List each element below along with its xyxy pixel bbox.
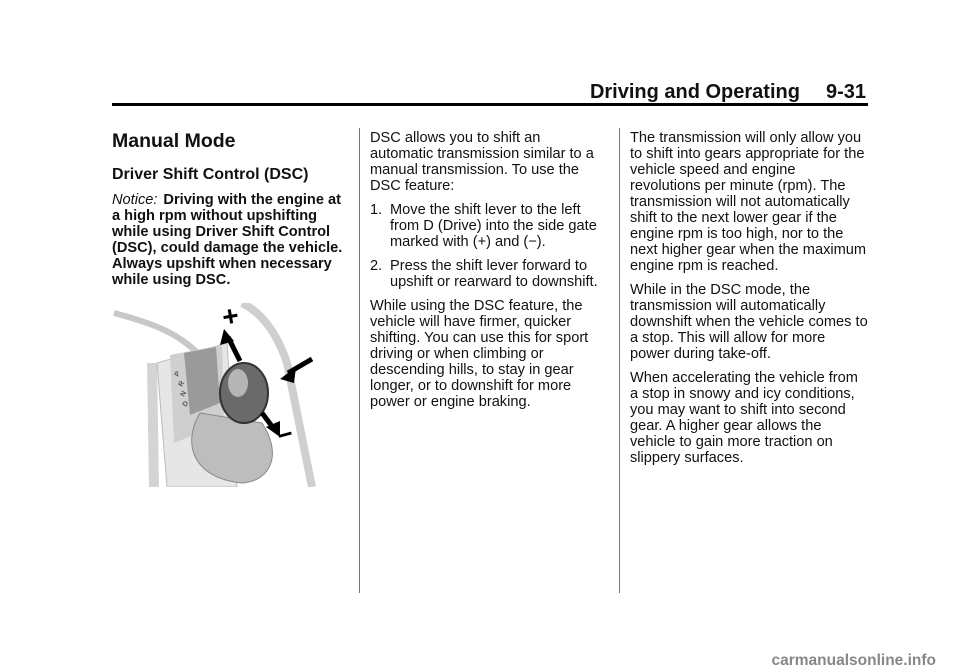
minus-label: − <box>273 417 297 451</box>
shift-lever-drawing <box>112 303 338 487</box>
plus-label: + <box>219 303 242 333</box>
dsc-intro: DSC allows you to shift an automatic transmission similar to a manual transmission. To use the DSC feature: <box>370 130 594 194</box>
column-2 <box>370 130 604 418</box>
step-item <box>370 202 604 250</box>
page-number: 9-31 <box>825 81 866 103</box>
dsc-mode-paragraph: While in the DSC mode, the transmission will automatically downshift when the vehicle comes to a stop. This will allow for more power during take-off. <box>630 282 868 362</box>
step-text: Move the shift lever to the left from D (Drive) into the side gate marked with (+) and (−). <box>390 202 597 250</box>
column-divider <box>359 128 360 593</box>
column-3 <box>630 130 868 474</box>
step-number: 2. <box>370 258 383 274</box>
step-number: 1. <box>370 202 383 218</box>
notice <box>112 192 348 288</box>
gate-letter-r: R <box>177 380 187 388</box>
dsc-steps <box>370 202 604 290</box>
gate-letter-n: N <box>179 390 189 398</box>
snowy-conditions-paragraph: When accelerating the vehicle from a stop in snowy and icy conditions, you may want to shift into second gear. A higher gear allows the vehicle to gain more traction on slippery surfaces. <box>630 370 858 466</box>
shift-lever-illustration <box>112 303 338 487</box>
page-header <box>590 81 866 104</box>
notice-text: Driving with the engine at a high rpm without upshifting while using Driver Shift Control (DSC), could damage the vehicle. Always upshift when necessary while using DSC. <box>112 192 343 288</box>
transmission-paragraph: The transmission will only allow you to shift into gears appropriate for the vehicle speed and engine revolutions per minute (rpm). The transmission will not automatically shift to the next lower gear if the engine rpm is too high, nor to the next higher gear when the maximum engine rpm is reached. <box>630 130 867 274</box>
column-divider <box>619 128 620 593</box>
watermark: carmanualsonline.info <box>771 652 936 669</box>
header-rule <box>112 103 868 106</box>
column-1 <box>112 128 348 296</box>
step-text: Press the shift lever forward to upshift or rearward to downshift. <box>390 258 598 290</box>
section-heading: Manual Mode <box>112 130 236 152</box>
section-title: Driving and Operating <box>589 81 800 103</box>
gate-letter-p: P <box>173 370 183 378</box>
notice-label: Notice: <box>112 192 158 208</box>
gate-letter-d: D <box>181 400 191 408</box>
subsection-heading: Driver Shift Control (DSC) <box>112 166 309 183</box>
dsc-feature-paragraph: While using the DSC feature, the vehicle will have firmer, quicker shifting. You can use this for sport driving or when climbing or descending hills, to stay in gear longer, or to downshift for more power or engine braking. <box>370 298 589 410</box>
step-item <box>370 258 604 290</box>
